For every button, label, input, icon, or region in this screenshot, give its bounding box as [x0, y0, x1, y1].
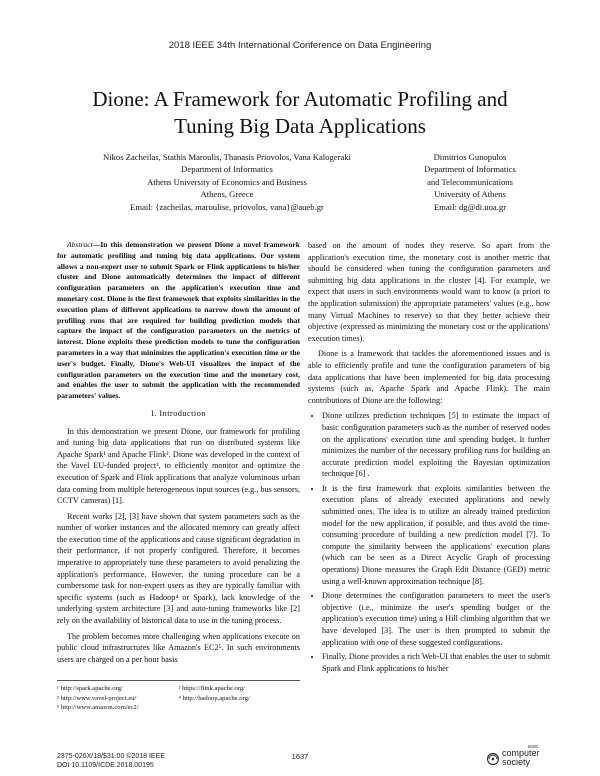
- contributions-list: [308, 410, 550, 674]
- conference-header: 2018 IEEE 34th International Conference on Data Engineering: [168, 40, 432, 51]
- list-item: • It is the first framework that exploits similarities between the execution plans of already executed applications and newly submitted ones. The idea is to utilize an already trained prediction model for the new application, if possible, and thus avoid the time-consuming procedure of building a new prediction model [7]. To compute the similarity between the applications' execution plans (which can be seen as a Direct Acyclic Graph of processing operations) Dione measures the Graph Edit Distance (GED) metric using a well-known approximation technique [8].: [322, 483, 550, 587]
- intro-paragraph: Recent works [2], [3] have shown that system parameters such as the number of worker instances and the allocated memory can greatly affect the execution time of the applications and cause significant degradation in their performance, if not properly configured. Therefore, it becomes imperative to appropriately tune these parameters to avoid penalizing the application's performance. However, the tuning procedure can be a cumbersome task for non-expert users as they are typically familiar with specific systems (such as Hadoop⁴ or Spark), lack knowledge of the underlying system architecture [3] and auto-tuning frameworks like [2] rely on the availability of historical data to use in the tuning process.: [57, 511, 300, 626]
- author-names: Dimitrios Gunopulos: [433, 152, 507, 162]
- footnote-row: [57, 694, 300, 704]
- author-department: Department of Informatics: [181, 164, 273, 175]
- body-paragraph: Dione is a framework that tackles the aforementioned issues and is able to efficiently profile and tune the configuration parameters of big data applications that have been implemented for big data processing systems (such as, Apache Spark and Apache Flink). The main contributions of Dione are the following:: [308, 349, 550, 405]
- author-email: Email: dg@di.uoa.gr: [433, 201, 507, 212]
- intro-paragraph: The problem becomes more challenging when applications execute on public cloud infrastructures like Amazon's EC2⁵. In such environments users are charged on a per hour basis: [57, 631, 300, 664]
- logo-line-society: society: [502, 757, 531, 767]
- list-item: • Dione utilizes prediction techniques [5] to estimate the impact of basic configuration parameters such as the number of reserved nodes on the applications' execution time and spending budget. It further minimizes the number of the necessary profiling runs for building an accurate prediction model exploiting the Bayesian optimization technique [6] .: [322, 410, 550, 480]
- abstract-text: —In this demonstration we present Dione a novel framework for automatic profiling and tuning big data applications. Our system allows a non-expert user to submit Spark or Flink applications to his/her cluster and Dione automatically determines the impact of different configuration parameters on the application's execution time and monetary cost. Dione is the first framework that exploits similarities in the execution plans of different applications to narrow down the amount of profiling runs that are required for building prediction models that capture the impact of the configuration parameters on the metrics of interest. Dione exploits these prediction models to tune the configuration parameters in a way that minimizes the application's execution time or the user's budget. Finally, Dione's Web-UI visualizes the impact of the configuration parameters on the execution time and the monetary cost, and enables the user to submit the application with the recommended parameters' values.: [57, 240, 300, 401]
- paper-title-line-1: Dione: A Framework for Automatic Profiling and: [92, 87, 508, 111]
- section-heading-introduction: I. Introduction: [151, 408, 206, 418]
- author-block-uoa: [400, 151, 540, 213]
- footnote-link[interactable]: ¹ http://spark.apache.org/: [57, 685, 123, 692]
- computer-society-logo: [486, 744, 556, 772]
- abstract-label: Abstract: [67, 240, 93, 249]
- footnote-row: [57, 703, 300, 713]
- author-department: Department of Informatics: [424, 164, 516, 175]
- intro-paragraph: In this demonstration we present Dione, our framework for profiling and tuning big data applications that run on distributed systems like Apache Spark¹ and Apache Flink². Dione was developed in the context of the Vavel EU-funded project³, to efficiently monitor and optimize the execution of Spark and Flink applications that analyze voluminous urban data coming from multiple heterogeneous input sources (e.g., bus sensors, CCTV cameras) [1].: [57, 426, 300, 506]
- logo-line-computer: computer: [502, 748, 540, 758]
- footnote-link[interactable]: ² https://flink.apache.org/: [178, 685, 245, 692]
- author-department-cont: and Telecommunications: [427, 176, 513, 187]
- right-column: [308, 240, 550, 677]
- footer-isbn: 2375-026X/18/$31.00 ©2018 IEEE: [57, 753, 165, 760]
- footnote-link[interactable]: ⁵ http://www.amazon.com/ec2/: [57, 704, 139, 712]
- page-number: 1637: [291, 752, 309, 761]
- author-block-aueb: [52, 151, 402, 213]
- paper-title-line-2: Tuning Big Data Applications: [174, 114, 426, 138]
- author-names: Nikos Zacheilas, Stathis Maroulis, Thanasis Priovolos, Vana Kalogeraki: [103, 152, 351, 162]
- footnote-link[interactable]: ³ http://www.vavel-project.eu/: [57, 694, 137, 702]
- body-paragraph: based on the amount of nodes they reserve. So apart from the application's execution time, the monetary cost is another metric that should be considered when tuning the configuration parameters and submitting big data applications in the cluster [4]. For example, we expect that users in such environments would want to know (a priori to the application submission) the appropriate parameters' values (e.g., how many Virtual Machines to reserve) so that they better achieve their objective (expressed as minimizing the monetary cost or the applications' execution times).: [308, 241, 550, 343]
- list-item: • Dione determines the configuration parameters to meet the user's objective (i.e., minimize the user's spending budget or the application's execution time) using a Hill climbing algorithm that we have developed [3]. The user is then prompted to submit the application with one of these suggested configurations.: [322, 590, 550, 648]
- computer-society-icon: [486, 752, 500, 766]
- author-university: Athens University of Economics and Business: [147, 176, 307, 187]
- author-location: Athens, Greece: [200, 189, 254, 200]
- footnote-row: [57, 684, 300, 694]
- author-email: Email: {zacheilas, maroulise, priovolos, vana}@aueb.gr: [130, 201, 324, 212]
- computer-society-text: [502, 749, 540, 767]
- author-university: University of Athens: [434, 189, 506, 200]
- abstract: [57, 240, 300, 402]
- footnotes: [57, 680, 300, 713]
- footnote-link[interactable]: ⁴ http://hadoop.apache.org/: [178, 694, 250, 702]
- left-column: [57, 240, 300, 669]
- ieee-logo-text: IEEE: [528, 744, 539, 749]
- footnote-empty: [179, 703, 301, 713]
- list-item: • Finally, Dione provides a rich Web-UI that enables the user to submit Spark and Flink applications to his/her: [322, 651, 550, 674]
- footer-publication-info: [57, 752, 165, 770]
- paper-title: [30, 86, 570, 140]
- footer-doi: DOI 10.1109/ICDE.2018.00195: [57, 762, 154, 769]
